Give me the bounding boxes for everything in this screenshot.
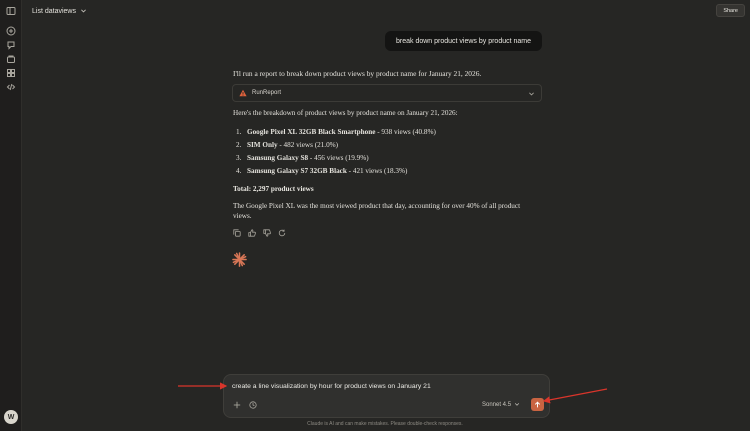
list-item bbox=[236, 125, 436, 138]
disclaimer: Claude is AI and can make mistakes. Please double-check responses. bbox=[307, 421, 463, 427]
avatar[interactable]: W bbox=[4, 410, 18, 424]
product-name: Samsung Galaxy S8 bbox=[247, 153, 309, 162]
warning-icon bbox=[239, 89, 247, 97]
tool-call-name: RunReport bbox=[252, 90, 282, 96]
share-button[interactable]: Share bbox=[716, 4, 745, 17]
chevron-down-icon bbox=[514, 401, 520, 409]
code-icon[interactable] bbox=[5, 81, 17, 93]
product-name: Samsung Galaxy S7 32GB Black bbox=[247, 166, 347, 175]
chats-icon[interactable] bbox=[5, 39, 17, 51]
panel-toggle-icon[interactable] bbox=[5, 5, 17, 17]
chevron-down-icon bbox=[528, 90, 535, 97]
product-views: - 456 views (19.9%) bbox=[308, 153, 369, 162]
sidebar bbox=[0, 0, 22, 431]
list-item-number: 3. bbox=[236, 153, 242, 162]
list-item bbox=[236, 151, 436, 164]
product-views: - 421 views (18.3%) bbox=[346, 166, 408, 175]
send-button[interactable] bbox=[531, 398, 544, 411]
list-item bbox=[236, 164, 436, 177]
retry-icon[interactable] bbox=[278, 229, 286, 237]
artifacts-icon[interactable] bbox=[5, 67, 17, 79]
list-item-number: 4. bbox=[236, 166, 242, 175]
thumbs-down-icon[interactable] bbox=[263, 229, 271, 237]
claude-spark-icon bbox=[232, 252, 247, 267]
message-actions bbox=[233, 229, 286, 237]
conversation-title[interactable] bbox=[32, 5, 87, 17]
product-views: - 938 views (40.8%) bbox=[375, 127, 436, 136]
projects-icon[interactable] bbox=[5, 53, 17, 65]
tool-call-card[interactable] bbox=[232, 84, 542, 102]
message-composer[interactable] bbox=[223, 374, 550, 418]
user-message: break down product views by product name bbox=[385, 31, 542, 51]
new-chat-icon[interactable] bbox=[5, 25, 17, 37]
copy-icon[interactable] bbox=[233, 229, 241, 237]
total-views: Total: 2,297 product views bbox=[233, 185, 314, 193]
list-item-number: 1. bbox=[236, 127, 242, 136]
assistant-intro: I'll run a report to break down product views by product name for January 21, 2026. bbox=[233, 69, 482, 78]
summary-text: The Google Pixel XL was the most viewed product that day, accounting for over 40% of all product views. bbox=[233, 202, 521, 220]
add-attachment-icon[interactable] bbox=[232, 400, 242, 410]
product-name: SIM Only bbox=[247, 140, 278, 149]
chevron-down-icon bbox=[80, 7, 87, 16]
thumbs-up-icon[interactable] bbox=[248, 229, 256, 237]
conversation-title-label: List dataviews bbox=[32, 7, 76, 15]
product-views: - 482 views (21.0%) bbox=[277, 140, 339, 149]
list-item bbox=[236, 138, 436, 151]
breakdown-heading: Here's the breakdown of product views by product name on January 21, 2026: bbox=[233, 109, 458, 117]
list-item-number: 2. bbox=[236, 140, 242, 149]
product-name: Google Pixel XL 32GB Black Smartphone bbox=[247, 127, 376, 136]
annotation-arrow-send bbox=[544, 389, 607, 401]
model-selector[interactable] bbox=[482, 400, 520, 410]
history-icon[interactable] bbox=[248, 400, 258, 410]
model-selector-label: Sonnet 4.5 bbox=[482, 402, 512, 408]
message-input[interactable]: create a line visualization by hour for product views on January 21 bbox=[232, 383, 431, 390]
product-list bbox=[236, 125, 436, 177]
